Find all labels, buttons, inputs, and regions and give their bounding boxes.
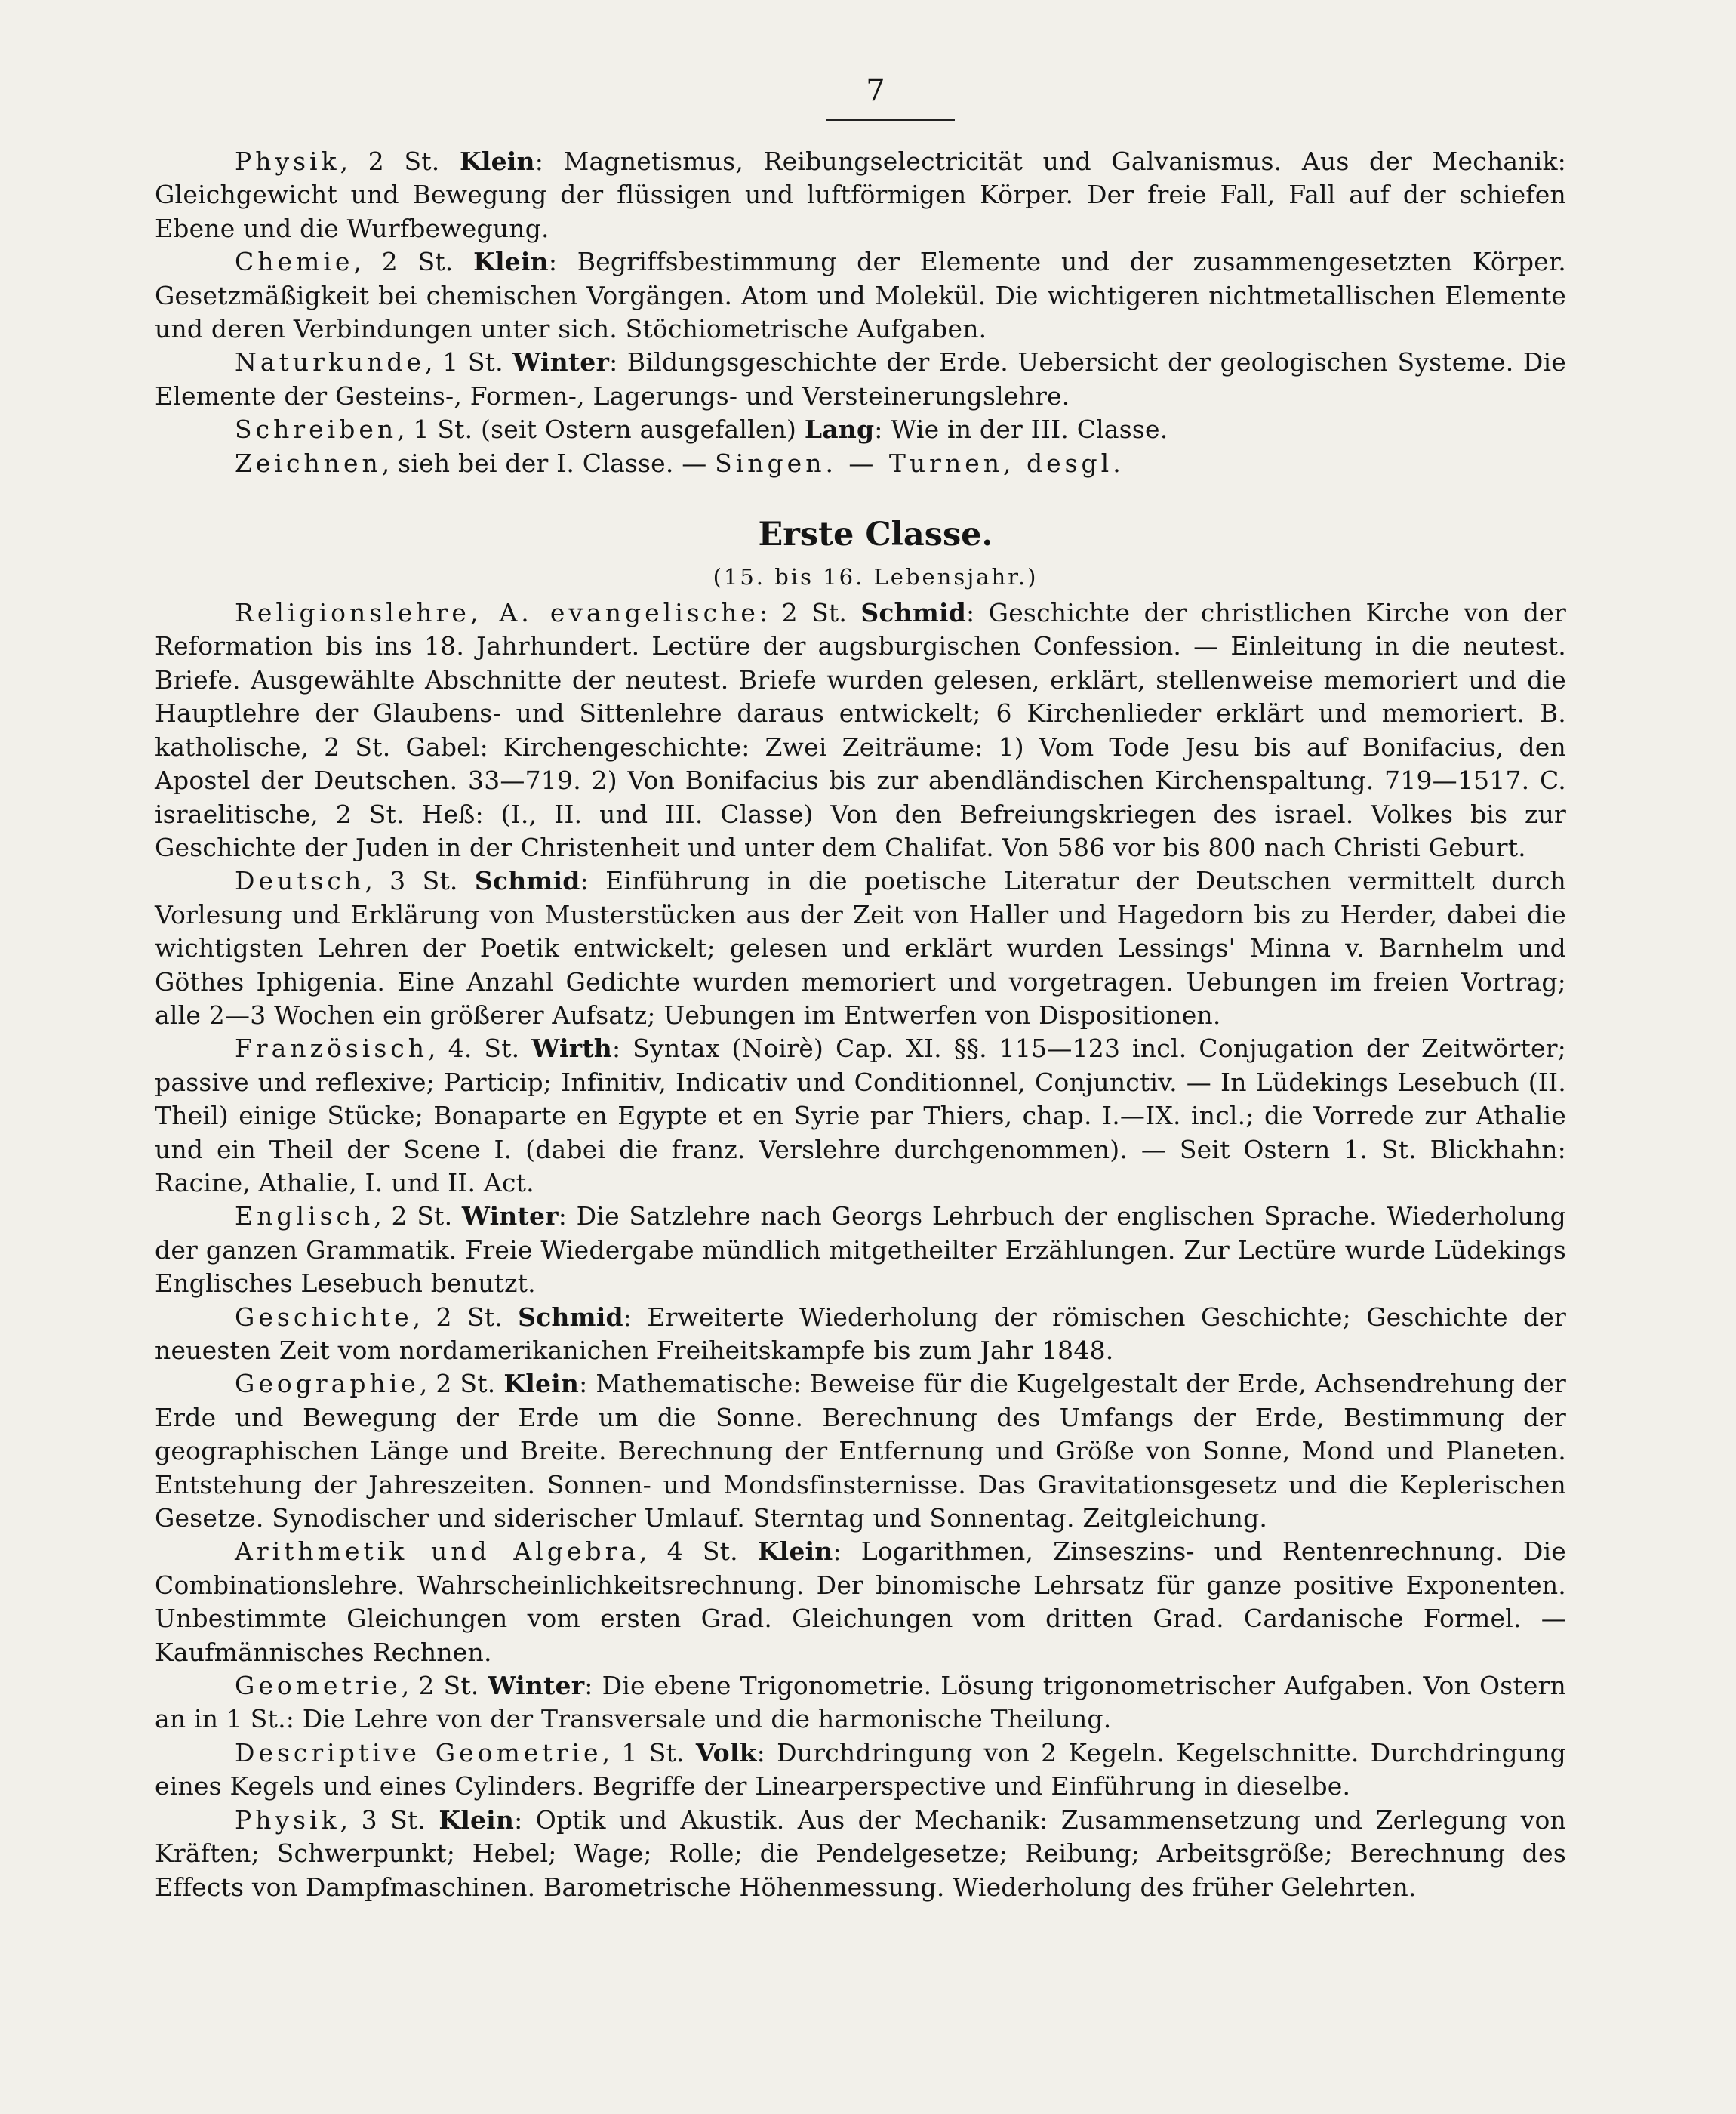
paragraph-physik: Physik, 2 St. Klein: Magnetismus, Reibungselectricität und Galvanismus. Aus der Mechanik: Gleichgewicht und Bewegung der flüssigen und luftförmigen Körper. Der freie Fall, Fall auf der schiefen Ebene und die Wurfbewegung. (155, 146, 1566, 243)
document-page (155, 68, 1566, 1904)
section-title: Erste Classe. (758, 516, 993, 554)
paragraph-deutsch: Deutsch, 3 St. Schmid: Einführung in die poetische Literatur der Deutschen vermittelt durch Vorlesung und Erklärung von Musterstücken aus der Zeit von Haller und Hagedorn bis zu Herder, dabei die wichtigsten Lehren der Poetik entwickelt; gelesen und erklärt wurden Lessings' Minna v. Barnhelm und Göthes Iphigenia. Eine Anzahl Gedichte wurden memoriert und vorgetragen. Uebungen im freien Vortrag; alle 2—3 Wochen ein größerer Aufsatz; Uebungen im Entwerfen von Dispositionen. (155, 866, 1566, 1030)
paragraph-geschichte: Geschichte, 2 St. Schmid: Erweiterte Wiederholung der römischen Geschichte; Geschichte der neuesten Zeit vom nordamerikanichen Freiheitskampfe bis zum Jahr 1848. (155, 1302, 1566, 1365)
previous-class-section (155, 145, 1566, 480)
paragraph-franzoesisch: Französisch, 4. St. Wirth: Syntax (Noirè) Cap. XI. §§. 115—123 incl. Conjugation der Zeitwörter; passive und reflexive; Particip; Infinitiv, Indicativ und Conditionnel, Conjunctiv. — In Lüdekings Lesebuch (II. Theil) einige Stücke; Bonaparte en Egypte et en Syrie par Thiers, chap. I.—IX. incl.; die Vorrede zur Athalie und ein Theil der Scene I. (dabei die franz. Verslehre durchgenommen). — Seit Ostern 1. St. Blickhahn: Racine, Athalie, I. und II. Act. (155, 1034, 1566, 1197)
page-number: 7 (866, 73, 885, 108)
paragraph-religionslehre: Religionslehre, A. evangelische: 2 St. Schmid: Geschichte der christlichen Kirche von der Reformation bis ins 18. Jahrhundert. Lectüre der augsburgischen Confession. — Einleitung in die neutest. Briefe. Ausgewählte Abschnitte der neutest. Briefe wurden gelesen, erklärt, stellenweise memoriert und die Hauptlehre der Glaubens- und Sittenlehre daraus entwickelt; 6 Kirchenlieder erklärt und memoriert. B. katholische, 2 St. Gabel: Kirchengeschichte: Zwei Zeiträume: 1) Vom Tode Jesu bis auf Bonifacius, den Apostel der Deutschen. 33—719. 2) Von Bonifacius bis zur abendländischen Kirchenspaltung. 719—1517. C. israelitische, 2 St. Heß: (I., II. und III. Classe) Von den Befreiungskriegen des israel. Volkes bis zur Geschichte der Juden in der Christenheit und unter dem Chalifat. Von 586 vor bis 800 nach Christi Geburt. (155, 598, 1566, 862)
paragraph-geometrie: Geometrie, 2 St. Winter: Die ebene Trigonometrie. Lösung trigonometrischer Aufgaben. Von Ostern an in 1 St.: Die Lehre von der Transversale und die harmonische Theilung. (155, 1671, 1566, 1734)
paragraph-chemie: Chemie, 2 St. Klein: Begriffsbestimmung der Elemente und der zusammengesetzten Körper. Gesetzmäßigkeit bei chemischen Vorgängen. Atom und Molekül. Die wichtigeren nichtmetallischen Elemente und deren Verbindungen unter sich. Stöchiometrische Aufgaben. (155, 247, 1566, 344)
paragraph-arithmetik: Arithmetik und Algebra, 4 St. Klein: Logarithmen, Zinseszins- und Rentenrechnung. Die Combinationslehre. Wahrscheinlichkeitsrechnung. Der binomische Lehrsatz für ganze positive Exponenten. Unbestimmte Gleichungen vom ersten Grad. Gleichungen vom dritten Grad. Cardanische Formel. — Kaufmännisches Rechnen. (155, 1536, 1566, 1667)
paragraph-descriptive-geometrie: Descriptive Geometrie, 1 St. Volk: Durchdringung von 2 Kegeln. Kegelschnitte. Durchdringung eines Kegels und eines Cylinders. Begriffe der Linearperspective und Einführung in dieselbe. (155, 1737, 1567, 1801)
paragraph-physik-erste: Physik, 3 St. Klein: Optik und Akustik. Aus der Mechanik: Zusammensetzung und Zerlegung von Kräften; Schwerpunkt; Hebel; Wage; Rolle; die Pendelgesetze; Reibung; Arbeitsgröße; Berechnung des Effects von Dampfmaschinen. Barometrische Höhenmessung. Wiederholung des früher Gelehrten. (155, 1804, 1567, 1902)
paragraph-zeichnen: Zeichnen, sieh bei der I. Classe. — Singen. — Turnen, desgl. (235, 448, 1125, 478)
erste-classe-section (155, 596, 1566, 1904)
paragraph-geographie: Geographie, 2 St. Klein: Mathematische: Beweise für die Kugelgestalt der Erde, Achsendrehung der Erde und Bewegung der Erde um die Sonne. Berechnung des Umfangs der Erde, Bestimmung der geographischen Länge und Breite. Berechnung der Entfernung und Größe von Sonne, Mond und Planeten. Entstehung der Jahreszeiten. Sonnen- und Mondsfinsternisse. Das Gravitationsgesetz und die Keplerischen Gesetze. Synodischer und siderischer Umlauf. Sterntag und Sonnentag. Zeitgleichung. (155, 1369, 1566, 1533)
paragraph-schreiben: Schreiben, 1 St. (seit Ostern ausgefallen) Lang: Wie in der III. Classe. (235, 414, 1168, 445)
page-number-rule (826, 119, 955, 121)
paragraph-naturkunde: Naturkunde, 1 St. Winter: Bildungsgeschichte der Erde. Uebersicht der geologischen Systeme. Die Elemente der Gesteins-, Formen-, Lagerungs- und Versteinerungslehre. (155, 347, 1567, 411)
section-subtitle: (15. bis 16. Lebensjahr.) (713, 564, 1039, 590)
paragraph-englisch: Englisch, 2 St. Winter: Die Satzlehre nach Georgs Lehrbuch der englischen Sprache. Wiederholung der ganzen Grammatik. Freie Wiedergabe mündlich mitgetheilter Erzählungen. Zur Lectüre wurde Lüdekings Englisches Lesebuch benutzt. (155, 1201, 1566, 1299)
